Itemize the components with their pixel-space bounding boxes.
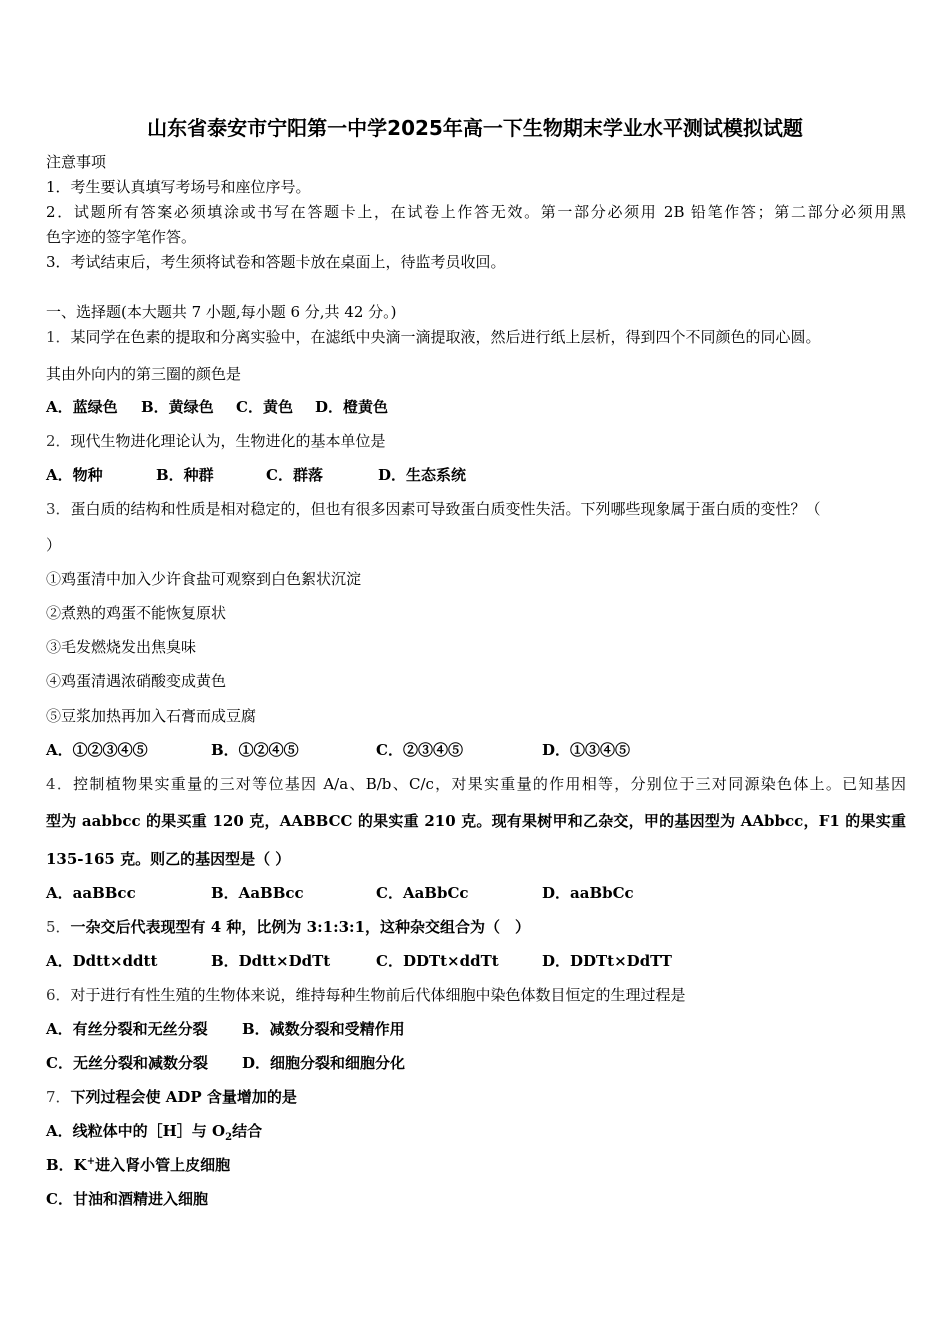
option-c[interactable]: C．群落 (266, 466, 323, 484)
question-3-stem (46, 499, 821, 519)
question-number: 6． (46, 986, 71, 1004)
question-4-stem-cont-2: 135-165 克。则乙的基因型是（ ） (46, 850, 291, 868)
option-b-text-end: 进入肾小管上皮细胞 (95, 1156, 231, 1174)
question-3-item-1: ①鸡蛋清中加入少许食盐可观察到白色絮状沉淀 (46, 570, 362, 588)
question-3-item-3: ③毛发燃烧发出焦臭味 (46, 638, 197, 656)
question-text: 某同学在色素的提取和分离实验中，在滤纸中央滴一滴提取液，然后进行纸上层析，得到四个不同颜色的同心圆。 (70, 328, 821, 346)
notice-item-3: 3．考试结束后，考生须将试卷和答题卡放在桌面上，待监考员收回。 (46, 253, 506, 271)
option-d[interactable]: D．DDTt×DdTT (542, 952, 672, 970)
subscript: 2 (225, 1132, 233, 1143)
option-c[interactable]: C．无丝分裂和减数分裂 (46, 1054, 208, 1072)
option-d[interactable]: D．生态系统 (378, 466, 467, 484)
section-heading: 一、选择题(本大题共 7 小题,每小题 6 分,共 42 分。) (46, 303, 397, 321)
question-1-stem-cont: 其由外向内的第三圈的颜色是 (46, 365, 242, 383)
option-c[interactable]: C．AaBbCc (376, 884, 469, 902)
option-a[interactable]: A．物种 (46, 466, 103, 484)
question-3-options (46, 740, 630, 760)
question-3-item-4: ④鸡蛋清遇浓硝酸变成黄色 (46, 672, 227, 690)
option-c[interactable]: C．②③④⑤ (376, 741, 463, 759)
option-b[interactable]: B．Ddtt×DdTt (211, 952, 331, 970)
option-a[interactable]: A．蓝绿色 (46, 398, 118, 416)
question-2-options (46, 465, 466, 485)
notice-item-1: 1．考生要认真填写考场号和座位序号。 (46, 178, 311, 196)
option-d[interactable]: D．aaBbCc (542, 884, 634, 902)
option-c[interactable]: C．DDTt×ddTt (376, 952, 499, 970)
question-5-options (46, 951, 672, 971)
question-5-stem (46, 917, 530, 937)
option-b[interactable]: B．减数分裂和受精作用 (242, 1020, 405, 1038)
question-4-options (46, 883, 634, 903)
question-6-options-row-2 (46, 1053, 405, 1073)
option-a[interactable]: A．有丝分裂和无丝分裂 (46, 1020, 208, 1038)
notice-item-2-cont: 色字迹的签字笔作答。 (46, 228, 197, 246)
question-number: 5． (46, 918, 71, 936)
question-6-stem (46, 985, 686, 1005)
option-a[interactable]: A．①②③④⑤ (46, 741, 148, 759)
question-text: 蛋白质的结构和性质是相对稳定的，但也有很多因素可导致蛋白质变性失活。下列哪些现象属于蛋白质的变性？（ (70, 500, 821, 518)
option-b[interactable]: B．①②④⑤ (211, 741, 299, 759)
question-text: 下列过程会使 ADP 含量增加的是 (70, 1088, 297, 1106)
question-3-item-5: ⑤豆浆加热再加入石膏而成豆腐 (46, 707, 257, 725)
option-b[interactable]: B．种群 (156, 466, 214, 484)
question-6-options-row-1 (46, 1019, 405, 1039)
question-text: 现代生物进化理论认为，生物进化的基本单位是 (70, 432, 386, 450)
option-a[interactable]: A．aaBBcc (46, 884, 136, 902)
question-text: 对于进行有性生殖的生物体来说，维持每种生物前后代体细胞中染色体数目恒定的生理过程是 (70, 986, 686, 1004)
option-a-text: A．线粒体中的［H］与 O (46, 1122, 226, 1140)
option-d[interactable]: D．细胞分裂和细胞分化 (242, 1054, 406, 1072)
superscript: + (86, 1156, 96, 1167)
option-d[interactable]: D．橙黄色 (315, 398, 389, 416)
question-number: 4． (46, 775, 74, 793)
option-b[interactable] (46, 1155, 230, 1175)
option-b[interactable]: B．AaBBcc (211, 884, 304, 902)
option-a[interactable]: A．Ddtt×ddtt (46, 952, 158, 970)
option-a[interactable] (46, 1121, 262, 1141)
page-title: 山东省泰安市宁阳第一中学2025年高一下生物期末学业水平测试模拟试题 (147, 116, 803, 140)
question-1-options (46, 397, 388, 417)
question-number: 3． (46, 500, 71, 518)
option-c[interactable]: C．甘油和酒精进入细胞 (46, 1190, 208, 1208)
option-b[interactable]: B．黄绿色 (141, 398, 214, 416)
question-3-item-2: ②煮熟的鸡蛋不能恢复原状 (46, 604, 227, 622)
question-text: 控制植物果实重量的三对等位基因 A/a、B/b、C/c，对果实重量的作用相等，分别位于三对同源染色体上。已知基因 (73, 775, 906, 793)
option-c[interactable]: C．黄色 (236, 398, 293, 416)
option-a-text-end: 结合 (232, 1122, 263, 1140)
question-7-stem (46, 1087, 297, 1107)
question-number: 2． (46, 432, 71, 450)
question-3-stem-cont: ） (46, 536, 62, 554)
option-d[interactable]: D．①③④⑤ (542, 741, 631, 759)
question-4-stem-cont-1: 型为 aabbcc 的果买重 120 克，AABBCC 的果实重 210 克。现有果树甲和乙杂交，甲的基因型为 AAbbcc，F1 的果实重 (46, 812, 906, 830)
question-4-stem (46, 774, 906, 794)
question-1-stem (46, 327, 821, 347)
question-number: 1． (46, 328, 71, 346)
question-2-stem (46, 431, 386, 451)
notice-item-2: 2．试题所有答案必须填涂或书写在答题卡上，在试卷上作答无效。第一部分必须用 2B 铅笔作答；第二部分必须用黑 (46, 203, 906, 221)
option-b-text: B．K (46, 1156, 87, 1174)
notice-heading: 注意事项 (46, 153, 107, 171)
question-text: 一杂交后代表现型有 4 种，比例为 3:1:3:1，这种杂交组合为（ ） (70, 918, 531, 936)
question-number: 7． (46, 1088, 71, 1106)
